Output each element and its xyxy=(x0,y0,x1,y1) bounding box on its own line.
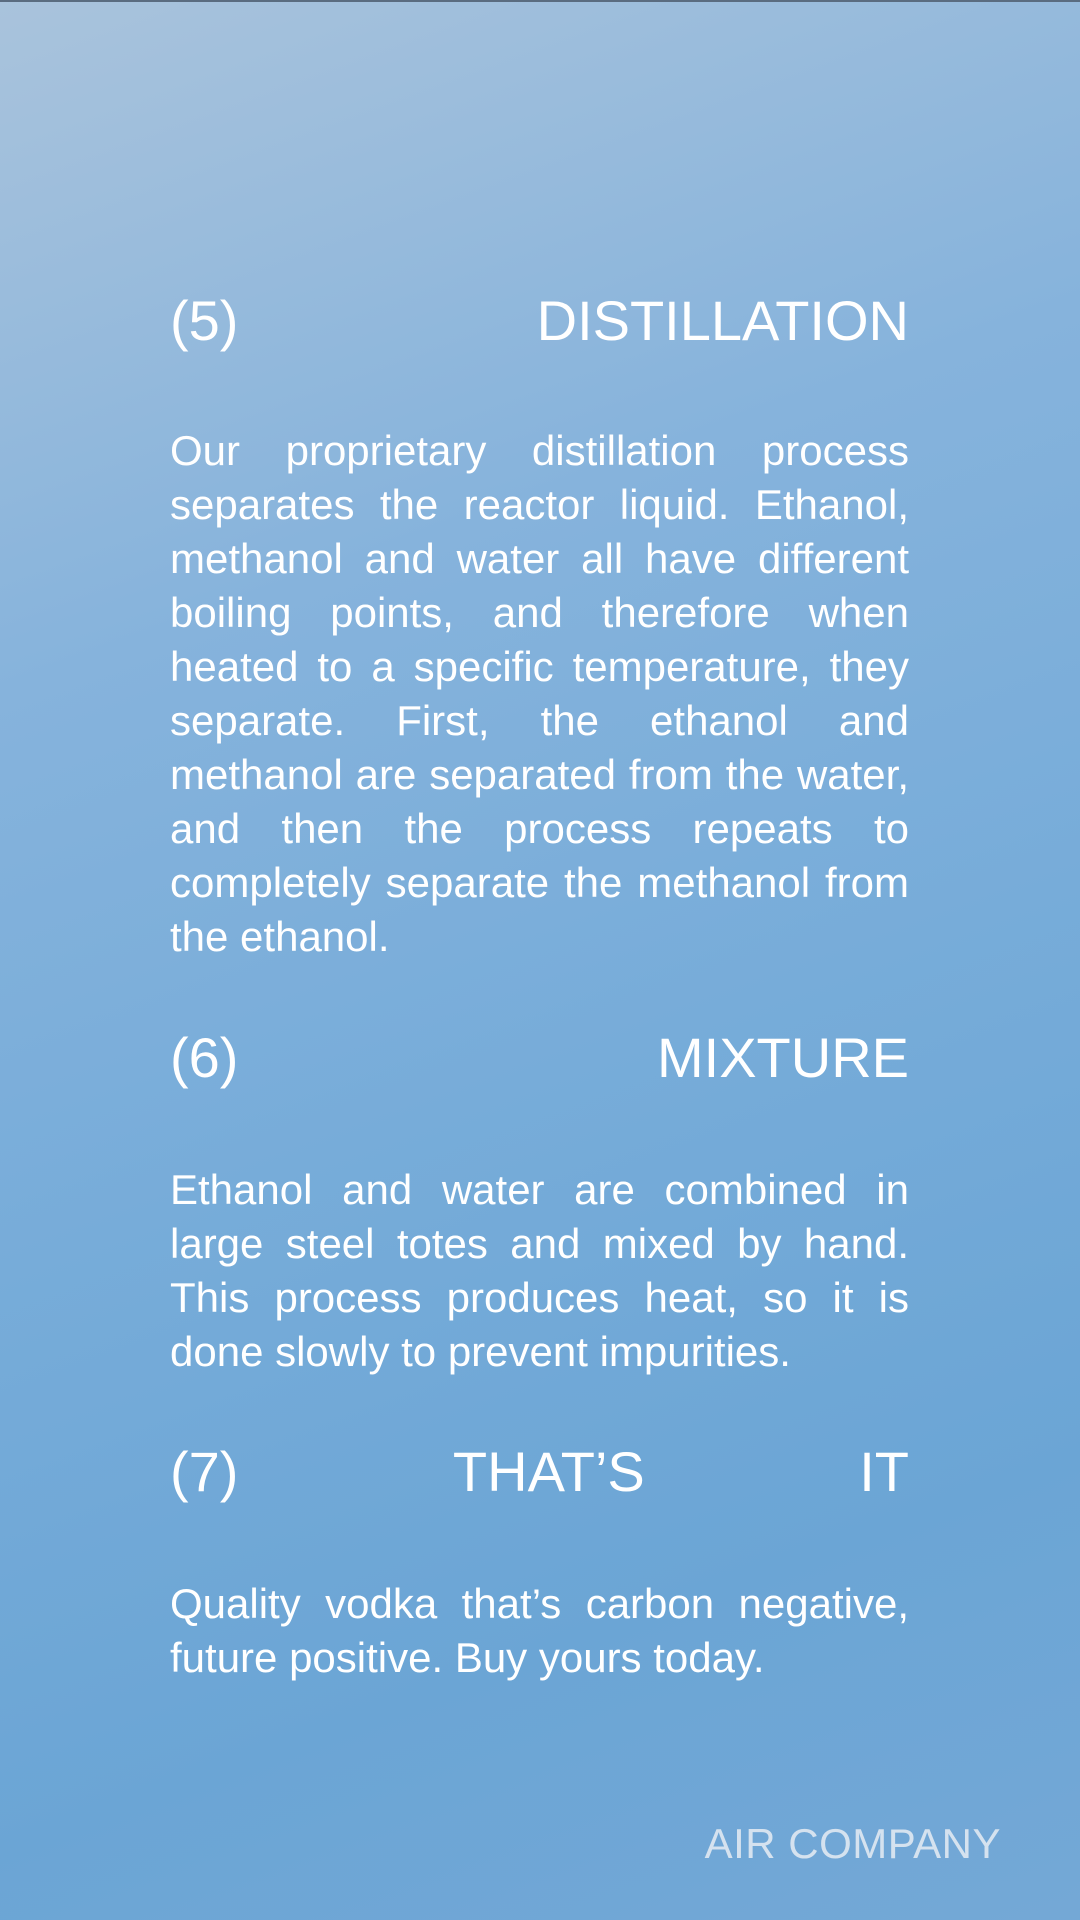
section-body-mixture: Ethanol and water are combined in large steel totes and mixed by hand. This process produces heat, so it is done slowly to prevent impurities. xyxy=(170,1166,909,1375)
section-title-word: THAT’S xyxy=(452,1440,645,1503)
brand-logo[interactable]: AIR COMPANY xyxy=(704,1820,1001,1867)
section-number: (5) xyxy=(170,289,239,352)
section-heading-mixture xyxy=(170,1023,909,1093)
section-heading-thats-it xyxy=(170,1437,909,1507)
section-title-word: IT xyxy=(859,1440,909,1503)
section-title: DISTILLATION xyxy=(536,289,909,352)
section-heading-distillation xyxy=(170,286,909,356)
section-body-distillation: Our proprietary distillation process separates the reactor liquid. Ethanol, methanol and water all have different boiling points, and therefore when heated to a specific temperature, they separate. First, the ethanol and methanol are separated from the water, and then the process repeats to completely separate the methanol from the ethanol. xyxy=(170,427,909,960)
section-number: (6) xyxy=(170,1026,239,1089)
section-number: (7) xyxy=(170,1440,239,1503)
top-divider xyxy=(0,0,1080,2)
section-body-thats-it: Quality vodka that’s carbon negative, future positive. Buy yours today. xyxy=(170,1580,909,1681)
section-title: MIXTURE xyxy=(657,1026,909,1089)
